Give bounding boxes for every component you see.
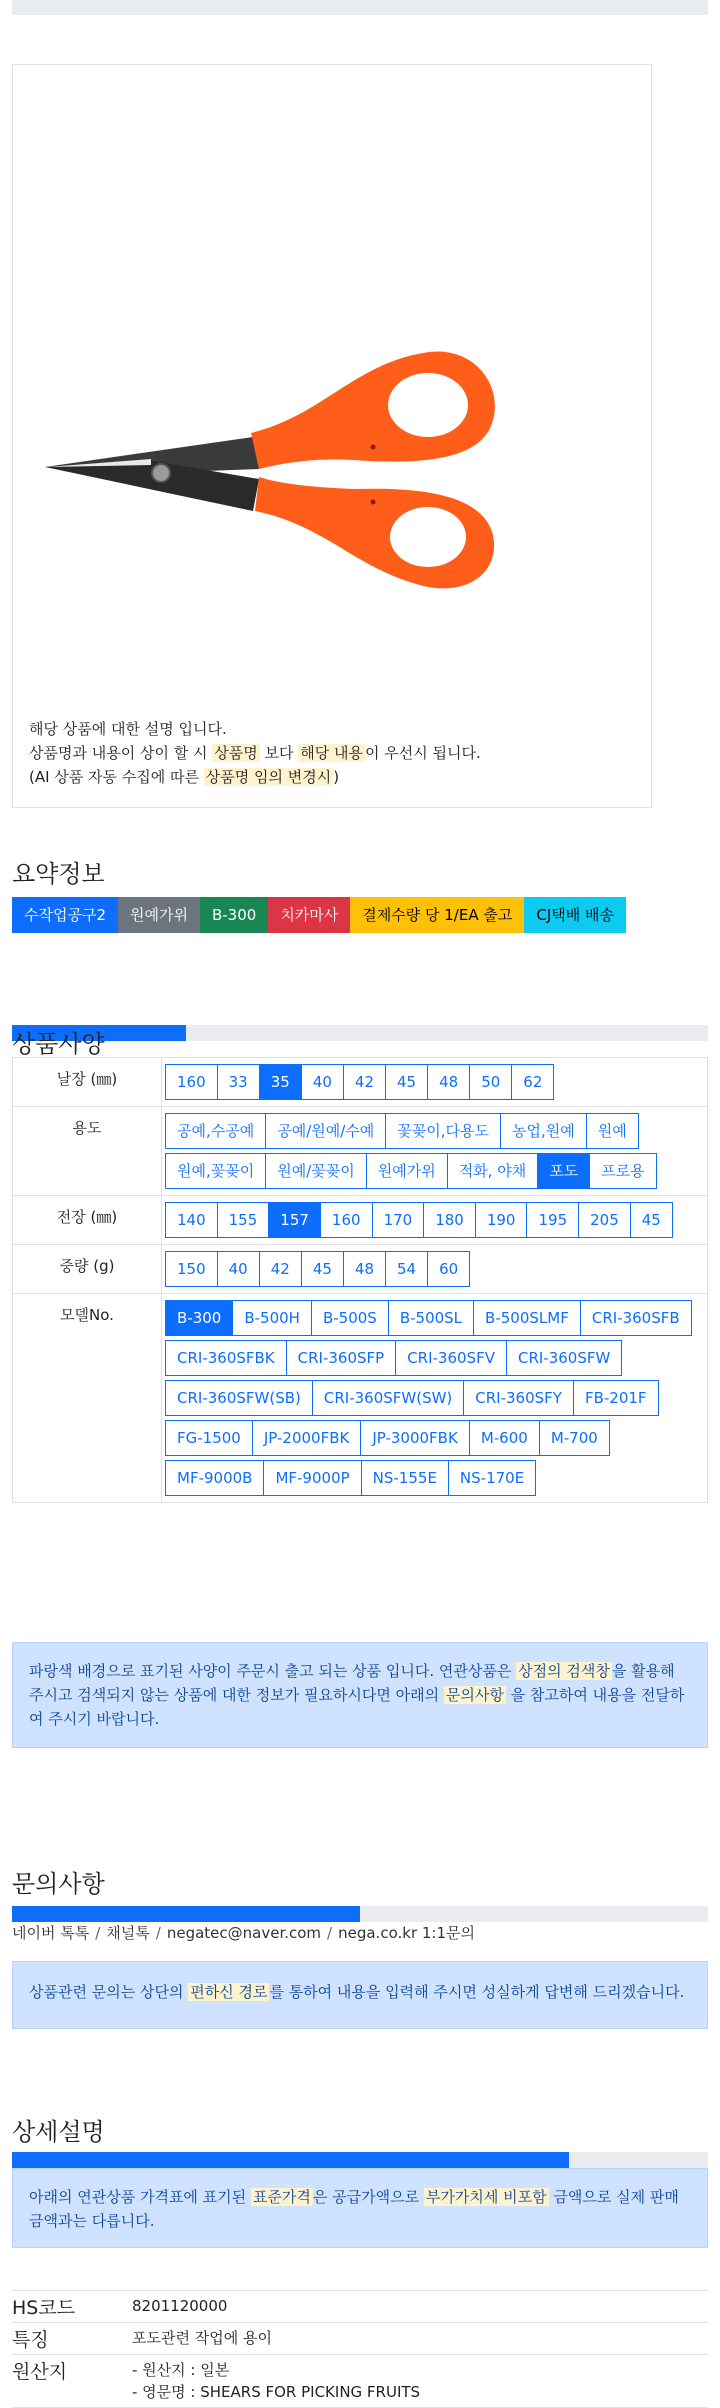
info-value <box>132 2355 708 2407</box>
inquiry-link[interactable]: negatec@naver.com <box>166 1924 322 1942</box>
spec-option-button[interactable]: CRI-360SFP <box>286 1340 397 1376</box>
spec-option-button[interactable]: 54 <box>385 1251 428 1287</box>
spec-option-button[interactable]: 160 <box>320 1202 373 1238</box>
link-separator: / <box>95 1924 101 1942</box>
spec-option-button[interactable]: 62 <box>511 1064 554 1100</box>
spec-option-button[interactable]: 60 <box>427 1251 470 1287</box>
spec-option-button[interactable]: JP-2000FBK <box>252 1420 361 1456</box>
spec-option-button[interactable]: 50 <box>469 1064 512 1100</box>
spec-option-button[interactable]: CRI-360SFB <box>580 1300 692 1336</box>
summary-badge: 결제수량 당 1/EA 출고 <box>350 897 524 933</box>
spec-option-button[interactable]: 원예/꽃꽂이 <box>265 1153 367 1189</box>
spec-option-button[interactable]: CRI-360SFW(SW) <box>312 1380 464 1416</box>
spec-options <box>162 1294 708 1502</box>
info-value-line: - 원산지 : 일본 <box>132 2361 230 2379</box>
spec-option-button[interactable]: 42 <box>259 1251 302 1287</box>
spec-option-button[interactable]: CRI-360SFV <box>395 1340 507 1376</box>
info-value-line: 8201120000 <box>132 2297 228 2315</box>
spec-option-button[interactable]: 45 <box>301 1251 344 1287</box>
spec-option-button[interactable]: 40 <box>301 1064 344 1100</box>
spec-label: 용도 <box>12 1107 162 1195</box>
spec-options <box>162 1196 708 1244</box>
spec-table <box>12 1057 708 1503</box>
detail-progress-fill <box>12 2152 569 2168</box>
desc-line-1: 해당 상품에 대한 설명 입니다. <box>29 720 227 738</box>
spec-option-button[interactable]: 180 <box>423 1202 476 1238</box>
spec-option-button[interactable]: 포도 <box>537 1153 590 1189</box>
info-row <box>12 2355 708 2408</box>
spec-option-button[interactable]: 40 <box>217 1251 260 1287</box>
info-value-line: 포도관련 작업에 용이 <box>132 2329 272 2347</box>
detail-progress <box>12 2152 708 2168</box>
info-value <box>132 2323 708 2354</box>
spec-option-button[interactable]: B-500SLMF <box>473 1300 581 1336</box>
detail-notice: 아래의 연관상품 가격표에 표기된 표준가격 은 공급가액으로 부가가치세 비포함 금액으로 실제 판매금액과는 다릅니다. <box>12 2168 708 2248</box>
spec-option-button[interactable]: 155 <box>217 1202 270 1238</box>
spec-option-button[interactable]: 공예,수공예 <box>165 1113 266 1149</box>
summary-badge: 원예가위 <box>118 897 200 933</box>
inquiry-link[interactable]: 채널톡 <box>106 1924 150 1942</box>
spec-label: 날장 (㎜) <box>12 1058 162 1106</box>
spec-option-button[interactable]: CRI-360SFBK <box>165 1340 287 1376</box>
spec-option-button[interactable]: JP-3000FBK <box>360 1420 469 1456</box>
spec-option-button[interactable]: 170 <box>372 1202 425 1238</box>
spec-option-button[interactable]: 원예,꽃꽂이 <box>165 1153 266 1189</box>
spec-option-button[interactable]: B-500SL <box>388 1300 474 1336</box>
inquiry-notice: 상품관련 문의는 상단의 편하신 경로 를 통하여 내용을 입력해 주시면 성실하게 답변해 드리겠습니다. <box>12 1961 708 2029</box>
spec-option-button[interactable]: MF-9000P <box>263 1460 361 1496</box>
spec-option-button[interactable]: B-500S <box>311 1300 389 1336</box>
summary-badge: 치카마사 <box>268 897 350 933</box>
spec-option-button[interactable]: 원예 <box>586 1113 639 1149</box>
detail-title: 상세설명 <box>12 2118 105 2146</box>
spec-options <box>162 1058 708 1106</box>
spec-option-button[interactable]: M-600 <box>469 1420 540 1456</box>
spec-row <box>12 1058 708 1107</box>
detail-info-table <box>12 2290 708 2408</box>
spec-row <box>12 1196 708 1245</box>
spec-row <box>12 1294 708 1503</box>
summary-title: 요약정보 <box>12 860 105 888</box>
spec-option-button[interactable]: 195 <box>526 1202 579 1238</box>
spec-option-button[interactable]: 33 <box>217 1064 260 1100</box>
spec-option-button[interactable]: 190 <box>475 1202 528 1238</box>
spec-option-button[interactable]: 48 <box>343 1251 386 1287</box>
spec-option-button[interactable]: NS-170E <box>448 1460 536 1496</box>
spec-option-button[interactable]: 프로용 <box>589 1153 656 1189</box>
spec-option-button[interactable]: 원예가위 <box>366 1153 448 1189</box>
inquiry-title: 문의사항 <box>12 1870 105 1898</box>
spec-option-button[interactable]: FG-1500 <box>165 1420 253 1456</box>
spec-option-button[interactable]: B-300 <box>165 1300 233 1336</box>
summary-badge: B-300 <box>200 897 268 933</box>
summary-badge: 수작업공구2 <box>12 897 118 933</box>
spec-option-button[interactable]: 205 <box>578 1202 631 1238</box>
spec-option-button[interactable]: CRI-360SFW <box>506 1340 622 1376</box>
info-key: 특징 <box>12 2329 49 2351</box>
spec-option-button[interactable]: 농업,원예 <box>500 1113 587 1149</box>
product-image-description <box>29 717 481 789</box>
spec-label: 모델No. <box>12 1294 162 1502</box>
spec-option-button[interactable]: CRI-360SFY <box>463 1380 574 1416</box>
spec-option-button[interactable]: 공예/원예/수예 <box>265 1113 386 1149</box>
spec-label: 전장 (㎜) <box>12 1196 162 1244</box>
desc-line-2: 상품명과 내용이 상이 할 시 상품명 보다 해당 내용 이 우선시 됩니다. <box>29 744 481 762</box>
spec-progress <box>12 1025 708 1041</box>
spec-row <box>12 1245 708 1294</box>
spec-option-button[interactable]: 160 <box>165 1064 218 1100</box>
spec-option-button[interactable]: 157 <box>268 1202 321 1238</box>
link-separator: / <box>327 1924 333 1942</box>
inquiry-links <box>12 1922 475 1943</box>
summary-badge: CJ택배 배송 <box>524 897 626 933</box>
info-key: 원산지 <box>12 2361 68 2383</box>
spec-option-button[interactable]: 42 <box>343 1064 386 1100</box>
spec-option-button[interactable]: 35 <box>259 1064 302 1100</box>
inquiry-progress-fill <box>12 1906 360 1922</box>
product-image-card <box>12 64 652 808</box>
spec-option-button[interactable]: 48 <box>427 1064 470 1100</box>
spec-option-button[interactable]: 150 <box>165 1251 218 1287</box>
product-scissors-image <box>23 215 643 615</box>
inquiry-link[interactable]: 네이버 톡톡 <box>12 1924 90 1942</box>
info-row <box>12 2291 708 2323</box>
spec-option-button[interactable]: 140 <box>165 1202 218 1238</box>
spec-option-button[interactable]: 꽃꽂이,다용도 <box>385 1113 501 1149</box>
info-row <box>12 2323 708 2355</box>
link-separator: / <box>155 1924 161 1942</box>
summary-badges <box>12 897 626 933</box>
spec-options <box>162 1245 708 1293</box>
spec-row <box>12 1107 708 1196</box>
inquiry-link[interactable]: nega.co.kr 1:1문의 <box>338 1924 475 1942</box>
top-divider-bar <box>12 0 708 15</box>
spec-option-button[interactable]: 적화, 야채 <box>447 1153 539 1189</box>
spec-option-button[interactable]: MF-9000B <box>165 1460 264 1496</box>
spec-option-button[interactable]: 45 <box>385 1064 428 1100</box>
spec-options <box>162 1107 708 1195</box>
info-value <box>132 2291 708 2322</box>
info-value-line: - 영문명 : SHEARS FOR PICKING FRUITS <box>132 2383 421 2401</box>
inquiry-progress <box>12 1906 708 1922</box>
spec-option-button[interactable]: B-500H <box>232 1300 312 1336</box>
desc-line-3: (AI 상품 자동 수집에 따른 상품명 임의 변경시 ) <box>29 768 340 786</box>
spec-label: 중량 (g) <box>12 1245 162 1293</box>
info-key: HS코드 <box>12 2297 76 2319</box>
spec-title: 상품사양 <box>12 1030 105 1058</box>
spec-notice: 파랑색 배경으로 표기된 사양이 주문시 출고 되는 상품 입니다. 연관상품은 상점의 검색창 을 활용해 주시고 검색되지 않는 상품에 대한 정보가 필요하시다면 아래의 문의사항 을 참고하여 내용을 전달하여 주시기 바랍니다. <box>12 1642 708 1748</box>
spec-option-button[interactable]: CRI-360SFW(SB) <box>165 1380 313 1416</box>
spec-option-button[interactable]: FB-201F <box>573 1380 659 1416</box>
spec-option-button[interactable]: M-700 <box>539 1420 610 1456</box>
spec-option-button[interactable]: NS-155E <box>361 1460 449 1496</box>
spec-option-button[interactable]: 45 <box>630 1202 673 1238</box>
